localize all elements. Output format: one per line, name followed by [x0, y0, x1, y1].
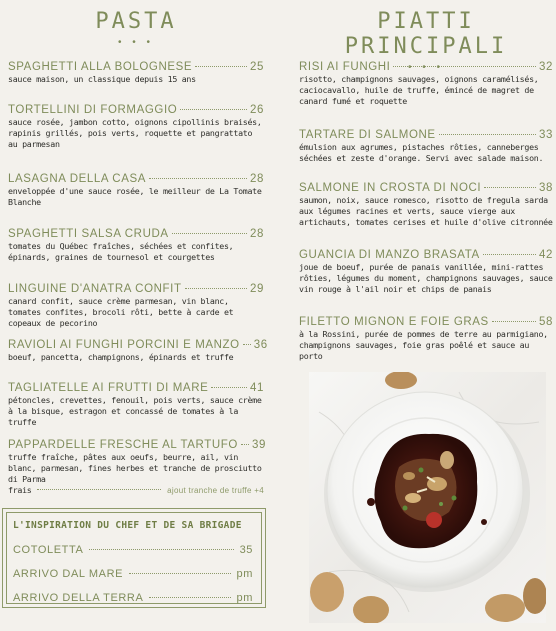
chef-item-name: ARRIVO DELLA TERRA [13, 592, 144, 604]
chef-row-arrivo-mare [13, 568, 253, 580]
mushroom [440, 451, 454, 469]
dotted-leader [185, 288, 247, 289]
item-price: 41 [250, 382, 264, 394]
menu-item-tartare-salmone [299, 129, 553, 164]
item-description: enveloppée d'une sauce rosée, le meilleur de La Tomate Blanche [8, 186, 262, 207]
chef-row-cotoletta [13, 544, 253, 556]
garnish-mushroom [523, 578, 546, 614]
item-price: 32 [539, 61, 553, 73]
item-name: FILETTO MIGNON E FOIE GRAS [299, 316, 489, 328]
mushroom [405, 493, 421, 503]
item-name: SALMONE IN CROSTA DI NOCI [299, 182, 482, 194]
item-description: boeuf, pancetta, champignons, épinards et truffe [8, 352, 234, 362]
dotted-leader [172, 233, 247, 234]
item-name: TORTELLINI DI FORMAGGIO [8, 104, 178, 116]
dotted-leader [243, 344, 251, 345]
item-description: canard confit, sauce crème parmesan, vin blanc, tomates confites, brocoli rôti, bette à carde et copeaux de pecorino [8, 296, 234, 328]
item-price: 25 [250, 61, 264, 73]
item-name: TARTARE DI SALMONE [299, 129, 436, 141]
menu-item-lasagna [8, 173, 264, 208]
herb [439, 502, 443, 506]
dotted-leader [180, 109, 247, 110]
menu-item-risi-funghi [299, 61, 553, 107]
garnish-mushroom [385, 372, 417, 389]
item-price: 38 [539, 182, 553, 194]
item-description: émulsion aux agrumes, pistaches rôties, canneberges séchées et zeste d'orange. Servi avec salade maison. [299, 142, 544, 163]
dotted-leader [149, 178, 247, 179]
item-name: LASAGNA DELLA CASA [8, 173, 147, 185]
pasta-dots-divider: • • • [117, 37, 155, 48]
item-name: TAGLIATELLE AI FRUTTI DI MARE [8, 382, 209, 394]
dotted-leader [492, 321, 536, 322]
chef-inspiration-box [2, 508, 266, 608]
item-description: truffe fraîche, pâtes aux oeufs, beurre, ail, vin blanc, parmesan, fines herbes et tranche de prosciutto di Parma [8, 452, 262, 484]
chef-item-value: pm [236, 568, 253, 580]
principali-title: PIATTI PRINCIPALI [344, 9, 508, 59]
menu-item-spaghetti-cruda [8, 228, 264, 263]
sauce-drop [481, 519, 487, 525]
item-description: saumon, noix, sauce romesco, risotto de fregula sarda aux légumes racines et verts, sauce vierge aux artichauts, tomates cerises et huile d'olive citronnée [299, 195, 553, 227]
garnish-mushroom [353, 596, 389, 623]
dotted-leader [37, 489, 161, 490]
menu-item-pappardelle [8, 439, 264, 495]
sauce-drop [367, 498, 375, 506]
chef-item-value: 35 [239, 544, 253, 556]
item-note-line [8, 485, 264, 495]
pasta-column [8, 0, 264, 49]
item-price: 28 [250, 228, 264, 240]
dotted-leader [129, 573, 230, 574]
menu-item-linguine-anatra [8, 283, 264, 329]
item-price: 29 [250, 283, 264, 295]
item-description: sauce rosée, jambon cotto, oignons cipollinis braisés, rapinis grillés, pois verts, roquette et pangrattato au parmesan [8, 117, 262, 149]
item-price: 33 [539, 129, 553, 141]
item-price: 26 [250, 104, 264, 116]
chef-item-name: ARRIVO DAL MARE [13, 568, 124, 580]
item-price: 58 [539, 316, 553, 328]
note-start: frais [8, 485, 32, 495]
herb [403, 506, 408, 511]
dotted-leader [195, 66, 247, 67]
item-price: 42 [539, 249, 553, 261]
dotted-leader [211, 387, 247, 388]
chef-row-arrivo-terra [13, 592, 253, 604]
item-price: 28 [250, 173, 264, 185]
dish-photo [309, 372, 546, 623]
dotted-leader [483, 254, 536, 255]
item-description: pétoncles, crevettes, fenouil, pois verts, sauce crème à la bisque, estragon et concassé de tomates à la truffe [8, 395, 262, 427]
item-name: SPAGHETTI ALLA BOLOGNESE [8, 61, 193, 73]
tomato [426, 512, 442, 528]
menu-item-spaghetti-bolognese [8, 61, 264, 85]
supplement-note: ajout tranche de truffe +4 [167, 486, 264, 495]
item-name: RISI AI FUNGHI [299, 61, 391, 73]
menu-item-salmone-crosta [299, 182, 553, 228]
principali-column [299, 0, 553, 361]
menu-item-tagliatelle [8, 382, 264, 428]
mushroom [403, 472, 415, 480]
menu-item-ravioli [8, 339, 268, 363]
dotted-leader [241, 444, 249, 445]
item-price: 36 [253, 339, 268, 351]
pasta-title: PASTA [95, 9, 177, 34]
item-description: tomates du Québec fraîches, séchées et confites, épinards, graines de tournesol et courgettes [8, 241, 234, 262]
menu-item-filetto-mignon [299, 316, 553, 362]
chef-item-value: pm [236, 592, 253, 604]
item-name: LINGUINE D'ANATRA CONFIT [8, 283, 182, 295]
item-description: joue de boeuf, purée de panais vanillée, mini-rattes rôties, légumes du moment, champignons sauvages, sauce vin rouge à l'ail noir et chips de panais [299, 262, 553, 294]
herb [419, 468, 424, 473]
dotted-leader [89, 549, 233, 550]
chef-item-name: COTOLETTA [13, 544, 84, 556]
dotted-leader [393, 66, 536, 67]
plated-dish-illustration [309, 372, 546, 623]
item-price: 39 [251, 439, 266, 451]
item-description: à la Rossini, purée de pommes de terre au parmigiano, champignons sauvages, foie gras poêlé et sauce au porto [299, 329, 548, 361]
dotted-leader [439, 134, 536, 135]
item-description: risotto, champignons sauvages, oignons caramélisés, caciocavallo, huile de truffe, émincé de magret de canard fumé et roquette [299, 74, 539, 106]
item-description: sauce maison, un classique depuis 15 ans [8, 74, 196, 84]
principali-dots-divider: • • • [407, 62, 445, 73]
item-name: PAPPARDELLE FRESCHE AL TARTUFO [8, 439, 238, 451]
herb [452, 496, 457, 501]
garnish-mushroom [485, 594, 525, 622]
garnish-mushroom [310, 572, 344, 612]
chef-box-title: L'INSPIRATION DU CHEF ET DE SA BRIGADE [13, 520, 242, 531]
item-name: SPAGHETTI SALSA CRUDA [8, 228, 169, 240]
dotted-leader [149, 597, 230, 598]
item-name: GUANCIA DI MANZO BRASATA [299, 249, 480, 261]
item-name: RAVIOLI AI FUNGHI PORCINI E MANZO [8, 339, 240, 351]
chef-inner-border [6, 512, 262, 604]
menu-item-guancia-manzo [299, 249, 553, 295]
menu-item-tortellini [8, 104, 264, 150]
dotted-leader [484, 187, 536, 188]
